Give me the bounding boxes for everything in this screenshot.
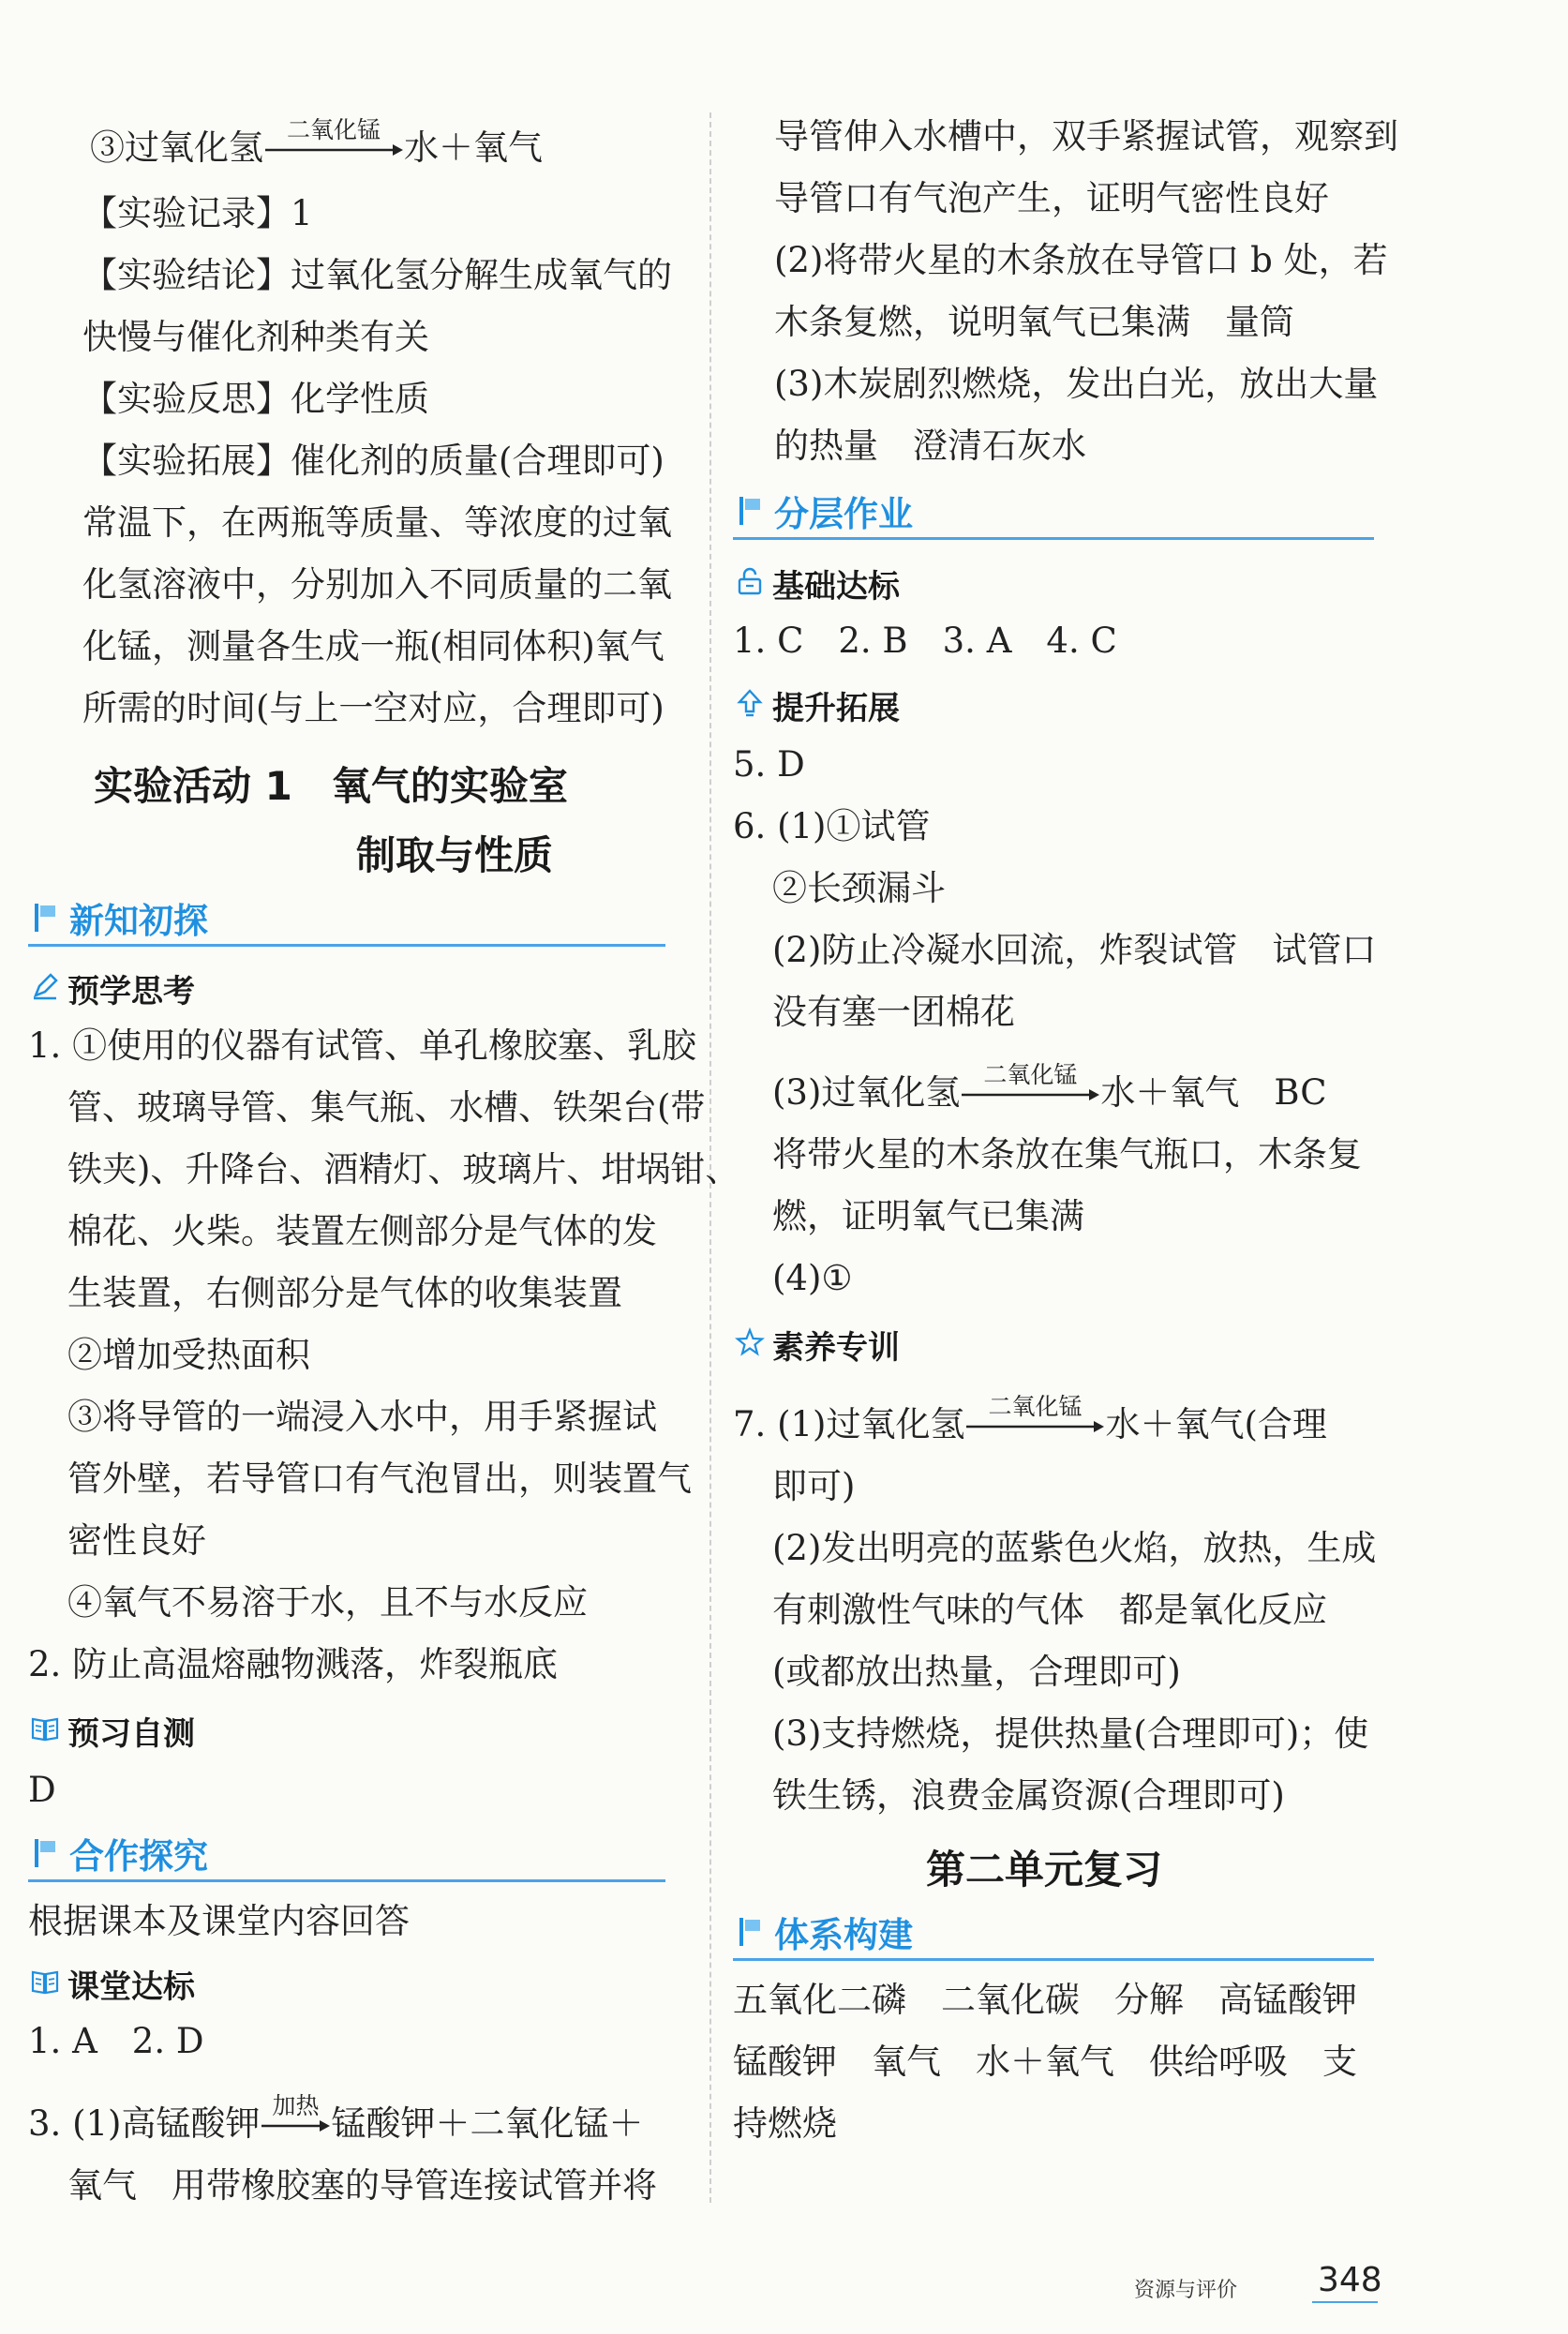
text-line: 快慢与催化剂种类有关 [82, 317, 429, 357]
text-line: 管、玻璃导管、集气瓶、水槽、铁架台(带 [67, 1087, 706, 1128]
text-line: 五氧化二磷 二氧化碳 分解 高锰酸钾 [733, 1980, 1357, 2020]
text-line: 根据课本及课堂内容回答 [28, 1901, 410, 1941]
text-line: 即可) [772, 1466, 856, 1506]
text-line: 锰酸钾 氧气 水＋氧气 供给呼吸 支 [733, 2042, 1357, 2082]
page-number: 348 [1318, 2261, 1382, 2299]
text-line: D [28, 1770, 56, 1810]
text-line: 有刺激性气味的气体 都是氧化反应 [772, 1590, 1327, 1630]
text-line: (2)防止冷凝水回流，炸裂试管 试管口 [772, 930, 1377, 970]
text-line: 管外壁，若导管口有气泡冒出，则装置气 [67, 1459, 692, 1499]
text-line: ②增加受热面积 [67, 1335, 310, 1375]
text-line: (3)支持燃烧，提供热量(合理即可)；使 [772, 1713, 1369, 1754]
text-line: 1. C 2. B 3. A 4. C [733, 621, 1117, 661]
section-header-fenceng: 分层作业 [733, 486, 1374, 540]
text-line: 1. A 2. D [28, 2021, 204, 2061]
text-line: 将带火星的木条放在集气瓶口，木条复 [772, 1134, 1362, 1174]
text-line: 6. (1)①试管 [733, 806, 931, 846]
star-icon [735, 1327, 765, 1357]
text-line: 【实验记录】1 [82, 193, 313, 233]
text-line: 化锰，测量各生成一瓶(相同体积)氧气 [82, 626, 665, 666]
footer-label: 资源与评价 [1134, 2279, 1238, 2302]
text-line: 导管口有气泡产生，证明气密性良好 [774, 178, 1329, 218]
text-line: 5. D [733, 744, 805, 785]
text-line: ④氧气不易溶于水，且不与水反应 [67, 1582, 588, 1623]
catalyst-arrow: 二氧化锰 [263, 141, 404, 159]
text-line: 铁生锈，浪费金属资源(合理即可) [772, 1775, 1285, 1816]
text-line: 【实验拓展】催化剂的质量(合理即可) [82, 441, 665, 481]
up-arrow-icon [735, 688, 765, 718]
text-line: ②长颈漏斗 [772, 868, 946, 908]
text-line: (或都放出热量，合理即可) [772, 1652, 1181, 1692]
text-line: 氧气 用带橡胶塞的导管连接试管并将 [67, 2165, 657, 2206]
section-flag-icon [737, 495, 765, 527]
section-flag-icon [32, 1837, 60, 1869]
section-flag-icon [737, 1916, 765, 1948]
text-line: 1. ①使用的仪器有试管、单孔橡胶塞、乳胶 [28, 1025, 697, 1066]
text-line: (4)① [772, 1258, 853, 1298]
section-header-xinzhi: 新知初探 [28, 892, 665, 947]
review-title: 第二单元复习 [926, 1847, 1163, 1893]
text-line: 持燃烧 [733, 2103, 837, 2144]
text-line: 木条复燃，说明氧气已集满 量筒 [774, 302, 1294, 342]
text-line: 铁夹)、升降台、酒精灯、玻璃片、坩埚钳、 [67, 1149, 740, 1189]
page-number-underline [1312, 2301, 1378, 2303]
text-line: 棉花、火柴。装置左侧部分是气体的发 [67, 1211, 657, 1251]
equation-h2o2: (3)过氧化氢 二氧化锰 水＋氧气 BC [772, 1061, 1327, 1113]
section-flag-icon [32, 902, 60, 934]
pen-icon [30, 971, 60, 1001]
text-line: (2)将带火星的木条放在导管口 b 处，若 [774, 240, 1388, 280]
text-line: 燃，证明氧气已集满 [772, 1196, 1084, 1236]
text-line: ③将导管的一端浸入水中，用手紧握试 [67, 1397, 657, 1437]
text-line: 2. 防止高温熔融物溅落，炸裂瓶底 [28, 1644, 559, 1684]
text-line: (3)木炭剧烈燃烧，发出白光，放出大量 [774, 364, 1379, 404]
right-column: 导管伸入水槽中，双手紧握试管，观察到 导管口有气泡产生，证明气密性良好 (2)将带火星的木条放在导管口 b 处，若 木条复燃，说明氧气已集满 量筒 (3)木炭剧烈燃烧，发出白光，放出大量 的热量 澄清石灰水 分层作业 基础达标 1. C 2. B 3. A 4. C 提升拓展 5. D 6. (1)①试管 ②长颈漏斗 (2)防止冷凝水回流，炸裂试管 试管口 没有塞一团棉花 (3)过氧化氢 二氧化锰 水＋氧气 BC 将带火星的木条放在集气瓶口，木条复 燃，证明氧气已集满 (4)① 素养专训 7. (1)过氧化氢 二氧化锰 水＋氧气(合理 即可) (2)发出明亮的蓝紫色火焰，放热，生成 有刺激性气味的气体 都是氧化反应 (或都放出热量，合理即可) (3)支持燃烧，提供热量(合理即可)；使 铁生锈，浪费金属资源(合理即可) 第二单元复习 体系构建 五氧化二磷 二氧化碳 分解 高锰酸钾 锰酸钾 氧气 水＋氧气 供给呼吸 支 持燃烧 [733, 116, 1398, 2144]
equation-h2o2: ③过氧化氢 二氧化锰 水＋氧气 [90, 116, 543, 168]
catalyst-arrow: 二氧化锰 [960, 1085, 1100, 1104]
heat-arrow: 加热 [260, 2117, 331, 2135]
lock-icon [735, 566, 765, 596]
text-line: 常温下，在两瓶等质量、等浓度的过氧 [82, 502, 672, 543]
catalyst-arrow: 二氧化锰 [964, 1417, 1105, 1436]
section-header-tixi: 体系构建 [733, 1907, 1374, 1961]
text-line: 的热量 澄清石灰水 [774, 426, 1086, 466]
text-line: 生装置，右侧部分是气体的收集装置 [67, 1273, 622, 1313]
text-line: 导管伸入水槽中，双手紧握试管，观察到 [774, 116, 1398, 157]
text-line: 所需的时间(与上一空对应，合理即可) [82, 688, 665, 728]
text-line: (2)发出明亮的蓝紫色火焰，放热，生成 [772, 1528, 1377, 1568]
activity-title-line1: 实验活动 1 氧气的实验室 [94, 763, 568, 809]
text-line: 化氢溶液中，分别加入不同质量的二氧 [82, 564, 672, 605]
left-column: ③过氧化氢 二氧化锰 水＋氧气 【实验记录】1 【实验结论】过氧化氢分解生成氧气的 快慢与催化剂种类有关 【实验反思】化学性质 【实验拓展】催化剂的质量(合理即可) 常温下，在两瓶等质量、等浓度的过氧 化氢溶液中，分别加入不同质量的二氧 化锰，测量各生成一瓶(相同体积)氧气 所需的时间(与上一空对应，合理即可) 实验活动 1 氧气的实验室 制取与性质 新知初探 预学思考 1. ①使用的仪器有试管、单孔橡胶塞、乳胶 管、玻璃导管、集气瓶、水槽、铁架台(带 铁夹)、升降台、酒精灯、玻璃片、坩埚钳、 棉花、火柴。装置左侧部分是气体的发 生装置，右侧部分是气体的收集装置 ②增加受热面积 ③将导管的一端浸入水中，用手紧握试 管外壁，若导管口有气泡冒出，则装置气 密性良好 ④氧气不易溶于水，且不与水反应 2. 防止高温熔融物溅落，炸裂瓶底 预习自测 D 合作探究 根据课本及课堂内容回答 课堂达标 1. A 2. D 3. (1)高锰酸钾 加热 锰酸钾＋二氧化锰＋ 氧气 用带橡胶塞的导管连接试管并将 [28, 116, 740, 2206]
text-line: 【实验反思】化学性质 [82, 379, 429, 419]
equation-h2o2: 7. (1)过氧化氢 二氧化锰 水＋氧气(合理 [733, 1393, 1327, 1444]
activity-title-line2: 制取与性质 [356, 832, 554, 878]
equation-kmno4: 3. (1)高锰酸钾 加热 锰酸钾＋二氧化锰＋ [28, 2092, 644, 2144]
text-line: 【实验结论】过氧化氢分解生成氧气的 [82, 255, 672, 295]
text-line: 没有塞一团棉花 [772, 992, 1015, 1032]
section-header-hezuo: 合作探究 [28, 1828, 665, 1882]
book-icon [30, 1967, 60, 1997]
text-line: 密性良好 [67, 1520, 206, 1561]
book-icon [30, 1713, 60, 1743]
